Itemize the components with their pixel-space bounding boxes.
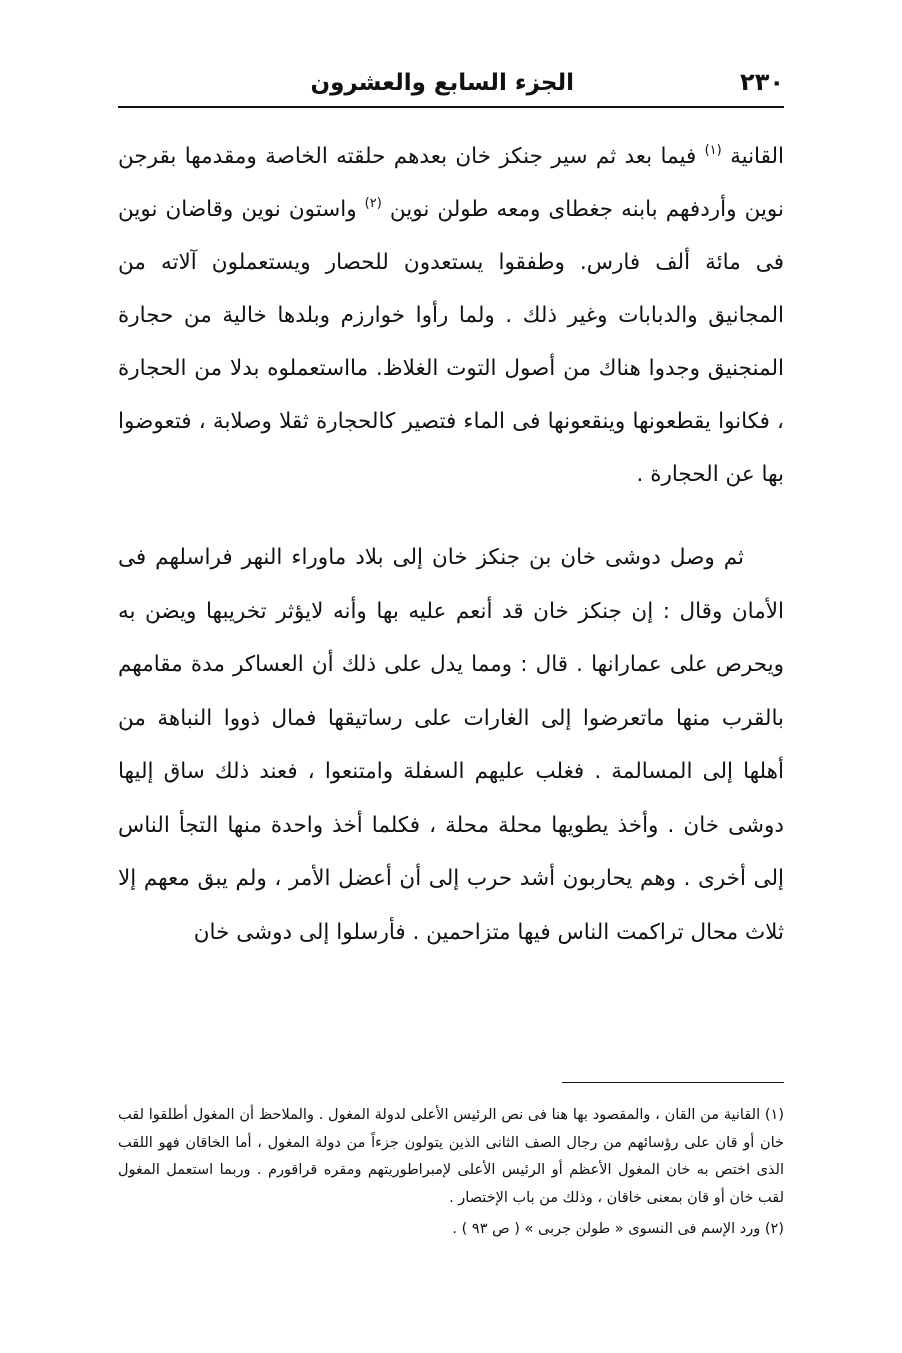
footnote-ref-1: (١) <box>704 143 722 158</box>
page-number: ٢٣٠ <box>740 68 784 96</box>
footnote-2: (٢) ورد الإسم فى النسوى « طولن جربى » ( ص ٩٣ ) . <box>452 1221 784 1237</box>
paragraph-1-tail: واستون نوين وقاضان نوين فى مائة ألف فارس. وطفقوا يستعدون للحصار ويستعملون آلاته من المجانيق والدبابات وغير ذلك . ولما رأوا خوارزم وبلدها خالية من حجارة المنجنيق وجدوا هناك من أصول التوت الغلاظ. مااستعملوه بدلا من الحجارة ، فكانوا يقطعونها وينقعونها فى الماء فتصير كالحجارة ثقلا وصلابة ، فتعوضوا بها عن الحجارة . <box>118 197 784 487</box>
footnote-1: (١) القانية من القان ، والمقصود بها هنا فى نص الرئيس الأعلى لدولة المغول . والملاحظ أن المغول أطلقوا لقب خان أو قان على رؤسائهم من رجال الصف الثانى الذين يتولون جزءاً من دولة المغول ، أما الخاقان فهو اللقب الذى اختص به خان المغول الأعظم أو الرئيس الأعلى لإمبراطوريتهم ومقره قراقورم . وربما استعمل المغول لقب خان أو قان بمعنى خاقان ، وذلك من باب الإختصار . <box>118 1107 784 1206</box>
footnote-divider <box>562 1082 784 1083</box>
page-header <box>118 64 784 104</box>
paragraph-1 <box>118 130 784 501</box>
running-title: الجزء السابع والعشرون <box>310 70 574 96</box>
paragraph-1-text: فيما بعد ثم سير جنكز خان بعدهم حلقته الخاصة ومقدمها بقرجن نوين وأردفهم بابنه جغطاى ومعه طولن نوين <box>118 144 785 222</box>
paragraph-2: ثم وصل دوشى خان بن جنكز خان إلى بلاد ماوراء النهر فراسلهم فى الأمان وقال : إن جنكز خان قد أنعم عليه بها وأنه لايؤثر تخريبها ويضن به ويحرص على عمارانها . قال : ومما يدل على ذلك أن العساكر مدة مقامهم بالقرب منها ماتعرضوا إلى الغارات على رساتيقها فمال ذووا النباهة من أهلها إلى المسالمة . فغلب عليهم السفلة وامتنعوا ، فعند ذلك ساق إليها دوشى خان . وأخذ يطويها محلة محلة ، فكلما أخذ واحدة منها التجأ الناس إلى أخرى . وهم يحاربون أشد حرب إلى أن أعضل الأمر ، ولم يبق معهم إلا ثلاث محال تراكمت الناس فيها متزاحمين . فأرسلوا إلى دوشى خان <box>118 545 784 945</box>
footnote-ref-2: (٢) <box>364 196 382 211</box>
header-divider <box>118 106 784 108</box>
footnotes <box>118 1102 784 1244</box>
main-text <box>118 130 784 959</box>
paragraph-1-start: القانية <box>730 144 785 169</box>
